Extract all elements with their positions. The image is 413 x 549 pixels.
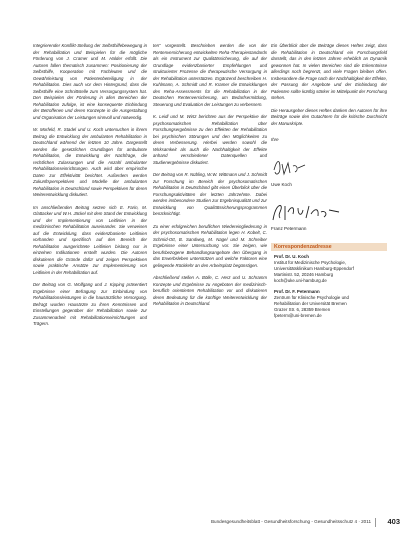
address-line: Institut für Medizinische Psychologie, [274,259,346,265]
correspondence-heading: Korrespondenzadresse [271,243,387,251]
footer-divider [375,518,376,527]
text-column-1 [33,43,147,328]
signature-koch-image [271,156,311,180]
address-line: Rehabilitation der Universität Bremen [274,300,347,306]
paragraph: Zu einer erfolgreichen beruflichen Wiedereingliederung in der psychosomatischen Rehabilitation legen H. Kobelt, C. Schmid-Ott, B. Sandweg, M. Nagel und M. Schreiber Ergebnisse einer Untersuchung vor. Sie zeigen, wie berufsbezogene Behandlungsangebote den Übergang in das Erwerbsleben unterstützen und welche Faktoren eine gelingende Rückkehr an den Arbeitsplatz begünstigen. [153,223,267,268]
address-line: Martinistr. 52, 20246 Hamburg [274,272,334,278]
signer-name: Franz Petermann [271,226,307,231]
text-column-2 [153,43,267,308]
journal-citation: Bundesgesundheitsblatt - Gesundheitsforschung - Gesundheitsschutz 4 · 2011 [210,519,371,524]
paragraph: Abschließend stellen A. Bölle, C. Herz und U. Schramm Konzepte und Ergebnisse zu Angeboten der medizinisch-beruflich orientierten Rehabilitation vor und diskutieren deren Bedeutung für die künftige Weiterentwicklung der Rehabilitation in Deutschland. [153,275,267,306]
signature-block [271,137,387,233]
address-line: Zentrum für Klinische Psychologie und [274,294,349,300]
paragraph: Der Beitrag von G. Wolfgang und J. Kipping präsentiert Ergebnisse einer Befragung zur Einbindung von Rehabilitationsleistungen in die hausärztliche Versorgung. Befragt wurden Hausärzte zu ihren Kenntnissen und Einstellungen gegenüber der Rehabilitation sowie zur Zusammenarbeit mit Rehabilitationseinrichtungen und Trägern. [33,282,147,326]
signer-name: Uwe Koch [271,181,292,187]
paragraph: ten" vorgestellt. Beschrieben werden die von der Rentenversicherung entwickelten Reha-Therapiestandards als ein Instrument zur Qualitätssicherung, die auf der Grundlage evidenzbasierter Empfehlungen und strukturierter Prozesse die therapeutische Versorgung in der Rehabilitation unterstützen. Ergänzend beschreiben H. Kuhlmann, A. Schmidt und R. Kramer die Entwicklungen des Reha-Assessments für die Rehabilitation in der Deutschen Rentenversicherung, um Bedarfsermittlung, Steuerung und Evaluation der Leistungen zu verbessern. [153,43,267,107]
signature-intro: Ihre [271,137,279,142]
paragraph: K. Leidl und M. Wirtz berichten aus der Perspektive der psychosomatischen Rehabilitation über Forschungsergebnisse zu den Effekten der Rehabilitation bei psychischen Störungen und den Möglichkeiten zu deren Verbesserung. Hierbei werden sowohl die Wirksamkeit als auch die Nachhaltigkeit der Effekte anhand verschiedener Datenquellen und Studienergebnisse diskutiert. [153,114,267,165]
address-name: Prof. Dr. U. Koch [274,253,309,259]
text-column-3 [271,43,387,320]
correspondence-box [271,243,387,320]
paragraph: Integrierender Konflikt-Stellung der Selbsthilfebewegung in der Rehabilitation und Beispielen für die mögliche Förderung von J. Cramer und M. Halder erfüllt. Die Autoren fallen thematisch zusammen: Positionierung der Selbsthilfe, Kooperation mit Fachleuten und die Gewährleistung von Patientenbeteiligung in der Rehabilitation. Dies auch vor dem Hintergrund, dass die Selbsthilfe eine Schnittstelle zum Versorgungssystem hat. Den Beispielen der Förderung in allen Bereichen der Rehabilitation zufolge, ist eine konsequente Einbindung der Betroffenen und deren Konzepte in die Ausgestaltung und Organisation der Leistungen sinnvoll und notwendig. [33,43,147,120]
address-email: koch@uke.uni-hamburg.de [274,278,327,284]
page-number: 403 [387,517,400,526]
address-line: Grazer Str. 6, 28359 Bremen [274,307,331,313]
page-footer [0,515,413,529]
correspondence-addresses [271,251,387,320]
paragraph: W. Morfeld, R. Stadel und U. Koch untersuchen in ihrem Beitrag die Entwicklung der ambulanten Rehabilitation in Deutschland während der letzten 10 Jahre. Dargestellt werden die gesetzlichen Grundlagen für ambulante Rehabilitation, die Entwicklung der Nachfrage, die rechtlichen Zulassungen und die Anzahl ambulanter Rehabilitationseinrichtungen. Auch wird über empirische Daten zur Effektivität berichtet. Außerdem werden Zukunftsperspektiven und Modelle der ambulanten Rehabilitation in Deutschland sowie Perspektiven für deren Weiterentwicklung diskutiert. [33,127,147,197]
signature-petermann-image [271,200,341,224]
address-email: fpeterm@uni-bremen.de [274,313,322,319]
paragraph: Im anschließenden Beitrag setzen sich E. Farin, M. Glattacker und W.H. Jäckel mit dem Stand der Entwicklung und der Implementierung von Leitlinien in der medizinischen Rehabilitation auseinander. Sie verweisen auf die Entwicklung, dass evidenzbasierte Leitlinien vorhanden und spezifisch auf den Bereich der Rehabilitation ausgerichtete Leitlinien bislang nur in einzelnen Indikationen erstellt wurden. Die Autoren diskutieren die Gründe dafür und zeigen Perspektiven sowie praktische Ansätze zur Implementierung von Leitlinien in der Rehabilitation auf. [33,204,147,275]
address-line: Universitätsklinikum Hamburg-Eppendorf [274,265,354,271]
address-name: Prof. Dr. F. Petermann [274,288,320,294]
paragraph: Ein Überblick über die Beiträge dieses Heftes zeigt, dass die Rehabilitation in Deutschland ein Forschungsfeld darstellt, das in den letzten Jahren erheblich an Dynamik gewonnen hat. In vielen Bereichen sind die Erkenntnisse allerdings noch begrenzt, und viele Fragen bleiben offen. Insbesondere die Frage nach der Nachhaltigkeit der Effekte, der Passung der Angebote und der Einbindung der Patienten sollte künftig stärker im Mittelpunkt der Forschung stehen. [271,43,387,100]
paragraph: Die Herausgeber dieses Heftes danken den Autoren für ihre Beiträge sowie den Gutachtern für die kritische Durchsicht der Manuskripte. [271,107,387,126]
paragraph: Der Beitrag von R. Nübling, W.W. Wittmann und J. Schmidt zur Forschung im Bereich der psychosomatischen Rehabilitation in Deutschland gibt einen Überblick über die Forschungsaktivitäten der letzten Jahrzehnte. Dabei werden insbesondere Studien zur Ergebnisqualität und zur Entwicklung von Qualitätssicherungsprogrammen berücksichtigt. [153,172,267,216]
